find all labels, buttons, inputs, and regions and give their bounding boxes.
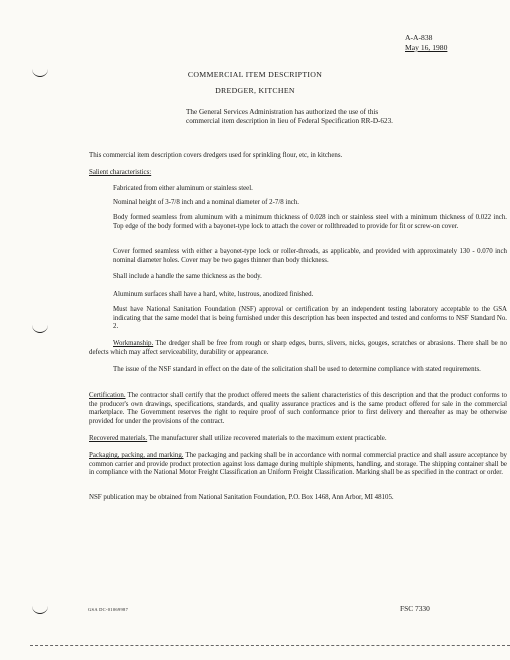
- nsf-issue-paragraph: The issue of the NSF standard in effect on the date of the solicitation shall be used to determine compliance with stated requirements.: [113, 366, 481, 373]
- salient-item: Cover formed seamless with either a bayonet-type lock or roller-threads, as applicable, and provided with approximately 130 - 0.070 inch nominal diameter holes. Cover may be two gages thinner than body thickness.: [113, 248, 507, 264]
- certification-paragraph: [89, 392, 507, 426]
- salient-item: Nominal height of 3-7/8 inch and a nominal diameter of 2-7/8 inch.: [113, 199, 299, 206]
- workmanship-paragraph: [89, 340, 507, 357]
- document-subtitle: DREDGER, KITCHEN: [215, 86, 295, 95]
- recovered-label: Recovered materials.: [89, 435, 148, 442]
- certification-text: The contractor shall certify that the product offered meets the salient characteristics of this description and that the product conforms to the producer's own drawings, specifications, standards, and quality assurance practices and is the same product offered for sale in the commercial marketplace. The Government reserves the right to require proof of such conformance prior to first delivery and thereafter as may be otherwise provided for under the provisions of the contract.: [89, 392, 507, 425]
- scope-paragraph: This commercial item description covers dredgers used for sprinkling flour, etc, in kitchens.: [89, 152, 343, 159]
- footer-code: GSA DC-01069987: [88, 607, 129, 612]
- document-title: COMMERCIAL ITEM DESCRIPTION: [187, 70, 323, 79]
- fsc-number: FSC 7330: [400, 604, 430, 613]
- workmanship-label: Workmanship.: [113, 340, 154, 347]
- salient-item: Shall include a handle the same thickness as the body.: [113, 273, 262, 280]
- packaging-text: The packaging and packing shall be in accordance with normal commercial practice and shall assure acceptance by common carrier and provide product protection against loss damage during multiple shipments, handling, and storage. The shipping container shall be in compliance with the National Motor Freight Classification an Uniform Freight Classification. Marking shall be as specified in the contract or order.: [89, 452, 507, 477]
- salient-item: Aluminum surfaces shall have a hard, white, lustrous, anodized finished.: [113, 291, 314, 298]
- document-id: A-A-838: [405, 33, 433, 42]
- nsf-publication-paragraph: NSF publication may be obtained from National Sanitation Foundation, P.O. Box 1468, Ann Arbor, MI 48105.: [89, 494, 394, 501]
- packaging-paragraph: [89, 452, 507, 478]
- salient-heading: Salient characteristics:: [89, 169, 152, 176]
- salient-item: Must have National Sanitation Foundation (NSF) approval or certification by an independent testing laboratory acceptable to the GSA indicating that the same model that is being furnished under this description has been inspected and tested and conforms to NSF Standard No. 2.: [113, 306, 507, 331]
- bottom-rule: [30, 645, 510, 646]
- salient-item: Body formed seamless from aluminum with a minimum thickness of 0.028 inch or stainless steel with a minimum thickness of 0.022 inch. Top edge of the body formed with a bayonet-type lock to attach the cover or rollthreaded to provide for fit or screw-on cover.: [113, 214, 507, 230]
- document-date: May 16, 1980: [405, 43, 448, 52]
- margin-mark: [32, 324, 48, 333]
- recovered-text: The manufacturer shall utilize recovered materials to the maximum extent practicable.: [147, 435, 387, 442]
- margin-mark: [32, 605, 48, 614]
- packaging-label: Packaging, packing, and marking.: [89, 452, 184, 459]
- certification-label: Certification.: [89, 392, 126, 399]
- recovered-paragraph: [89, 435, 507, 444]
- salient-item: Fabricated from either aluminum or stainless steel.: [113, 185, 253, 192]
- workmanship-text: The dredger shall be free from rough or sharp edges, burrs, slivers, nicks, gouges, scratches or abrasions. There shall be no defects which may affect serviceability, durability or appearance.: [89, 340, 507, 356]
- authorization-note: The General Services Administration has authorized the use of this commercial item description in lieu of Federal Specification RR-D-623.: [186, 108, 393, 126]
